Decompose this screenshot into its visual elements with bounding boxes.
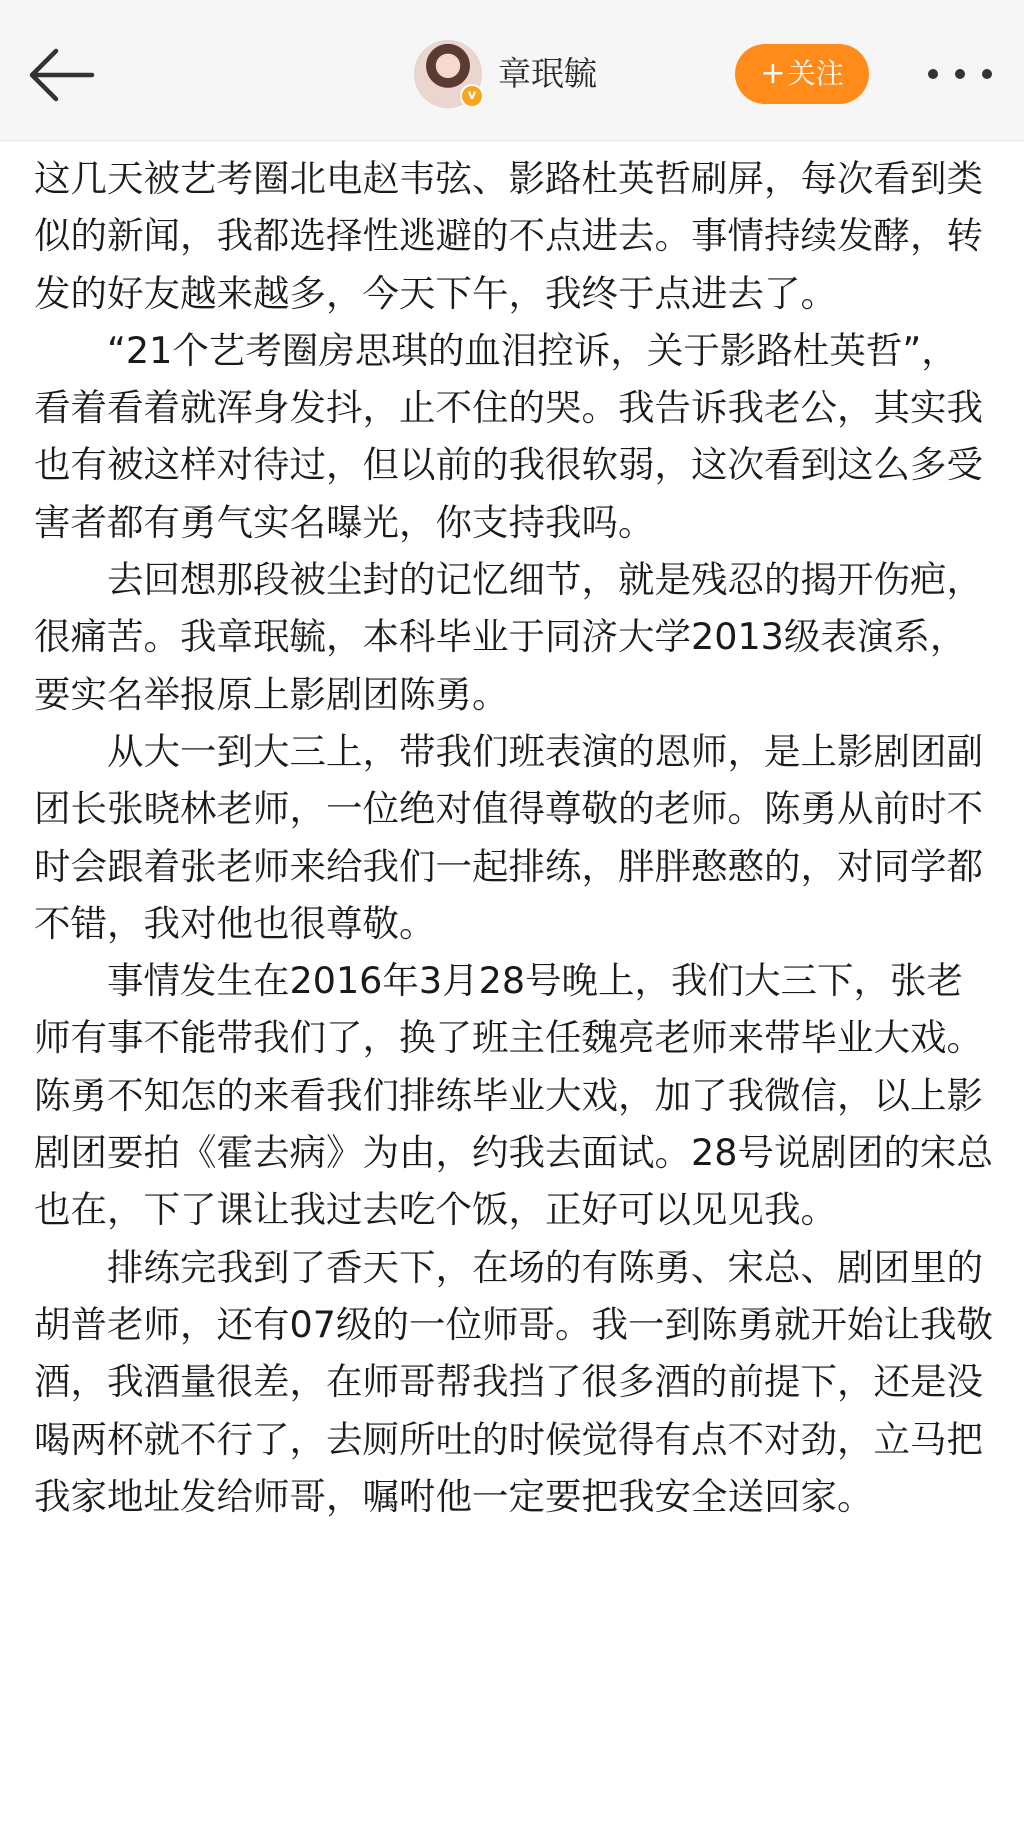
paragraph: 事情发生在2016年3月28号晚上，我们大三下，张老师有事不能带我们了，换了班主任魏亮老师来带毕业大戏。陈勇不知怎的来看我们排练毕业大戏，加了我微信，以上影剧团要拍《霍去病》为由，约我去面试。28号说剧团的宋总也在，下了课让我过去吃个饭，正好可以见见我。 [34,959,993,1232]
more-button[interactable] [920,52,1000,96]
follow-button[interactable] [735,44,869,104]
paragraph: 这几天被艺考圈北电赵韦弦、影路杜英哲刷屏，每次看到类似的新闻，我都选择性逃避的不点进去。事情持续发酵，转发的好友越来越多，今天下午，我终于点进去了。 [34,157,983,315]
more-dots-icon [920,52,1000,96]
verified-badge-icon: v [460,84,484,108]
back-arrow-icon [22,40,102,110]
username[interactable]: 章珉毓 [498,54,597,93]
paragraph: 去回想那段被尘封的记忆细节，就是残忍的揭开伤疤，很痛苦。我章珉毓，本科毕业于同济大学2013级表演系，要实名举报原上影剧团陈勇。 [34,558,983,716]
avatar[interactable] [414,40,482,108]
plus-icon: + [760,56,786,91]
top-navigation-bar [0,0,1024,141]
post-body [34,150,994,1525]
paragraph: 排练完我到了香天下，在场的有陈勇、宋总、剧团里的胡普老师，还有07级的一位师哥。我一到陈勇就开始让我敬酒，我酒量很差，在师哥帮我挡了很多酒的前提下，还是没喝两杯就不行了，去厕所吐的时候觉得有点不对劲，立马把我家地址发给师哥，嘱咐他一定要把我安全送回家。 [34,1245,993,1518]
back-button[interactable] [22,40,102,110]
paragraph: “21个艺考圈房思琪的血泪控诉，关于影路杜英哲”，看着看着就浑身发抖，止不住的哭。我告诉我老公，其实我也有被这样对待过，但以前的我很软弱，这次看到这么多受害者都有勇气实名曝光，你支持我吗。 [34,328,983,544]
follow-label: 关注 [787,57,844,90]
paragraph: 从大一到大三上，带我们班表演的恩师，是上影剧团副团长张晓林老师，一位绝对值得尊敬的老师。陈勇从前时不时会跟着张老师来给我们一起排练，胖胖憨憨的，对同学都不错，我对他也很尊敬。 [34,729,983,945]
